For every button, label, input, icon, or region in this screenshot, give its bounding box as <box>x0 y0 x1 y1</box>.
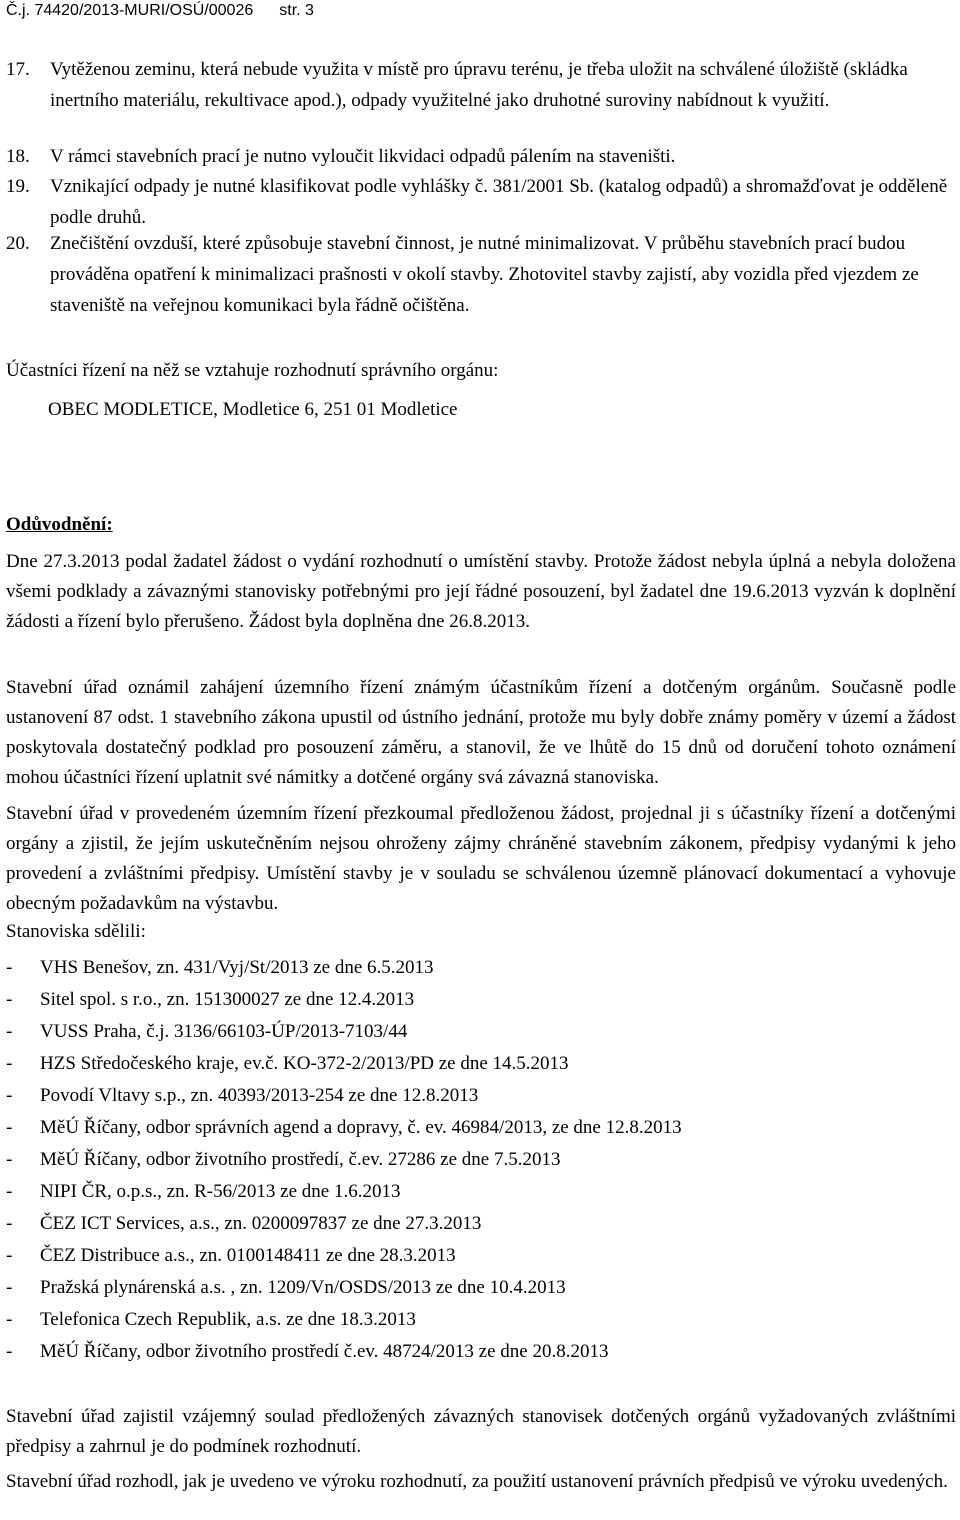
opinion-text: Pražská plynárenská a.s. , zn. 1209/Vn/OSDS/2013 ze dne 10.4.2013 <box>40 1277 566 1298</box>
list-dash: - <box>6 1181 13 1202</box>
condition-text: V rámci stavebních prací je nutno vyloučit likvidaci odpadů pálením na staveništi. <box>50 146 676 167</box>
list-item <box>6 1304 946 1336</box>
list-dash: - <box>6 1309 13 1330</box>
condition-text: Znečištění ovzduší, které způsobuje stavební činnost, je nutné minimalizovat. V průběhu stavebních prací budou prováděna opatření k minimalizaci prašnosti v okolí stavby. Zhotovitel stavby zajistí, aby vozidla před vjezdem ze staveniště na veřejnou komunikaci byla řádně očištěna. <box>50 233 919 316</box>
condition-20 <box>6 228 950 321</box>
opinion-text: VHS Benešov, zn. 431/Vyj/St/2013 ze dne 6.5.2013 <box>40 957 434 978</box>
list-dash: - <box>6 989 13 1010</box>
list-dash: - <box>6 1117 13 1138</box>
condition-text: Vznikající odpady je nutné klasifikovat podle vyhlášky č. 381/2001 Sb. (katalog odpadů) a shromažďovat je odděleně podle druhů. <box>50 176 948 228</box>
list-item <box>6 1016 946 1048</box>
opinion-text: Telefonica Czech Republik, a.s. ze dne 18.3.2013 <box>40 1309 416 1330</box>
reasoning-heading: Odůvodnění: <box>6 514 113 535</box>
opinion-text: MěÚ Říčany, odbor životního prostředí, č.ev. 27286 ze dne 7.5.2013 <box>40 1149 561 1170</box>
opinion-text: Sitel spol. s r.o., zn. 151300027 ze dne 12.4.2013 <box>40 989 415 1010</box>
list-item <box>6 1048 946 1080</box>
list-item <box>6 1208 946 1240</box>
condition-17 <box>6 54 950 116</box>
condition-19 <box>6 171 950 233</box>
reasoning-paragraph-1: Dne 27.3.2013 podal žadatel žádost o vydání rozhodnutí o umístění stavby. Protože žádost nebyla úplná a nebyla doložena všemi podklady a závaznými stanovisky potřebnými pro její řádné posouzení, byl žadatel dne 19.6.2013 vyzván k doplnění žádosti a řízení bylo přerušeno. Žádost byla doplněna dne 26.8.2013. <box>6 551 956 632</box>
list-dash: - <box>6 1341 13 1362</box>
list-item <box>6 952 946 984</box>
list-item <box>6 1112 946 1144</box>
closing-paragraph-2: Stavební úřad rozhodl, jak je uvedeno ve výroku rozhodnutí, za použití ustanovení právních předpisů ve výroku uvedených. <box>6 1471 948 1492</box>
list-dash: - <box>6 1021 13 1042</box>
condition-18 <box>6 141 950 172</box>
condition-number: 17. <box>6 59 30 80</box>
condition-text: Vytěženou zeminu, která nebude využita v místě pro úpravu terénu, je třeba uložit na schválené úložiště (skládka inertního materiálu, rekultivace apod.), odpady využitelné jako druhotné suroviny nabídnout k využití. <box>50 59 908 111</box>
list-dash: - <box>6 1053 13 1074</box>
list-dash: - <box>6 1149 13 1170</box>
reasoning-paragraph-3: Stavební úřad v provedeném územním řízení přezkoumal předloženou žádost, projednal ji s účastníky řízení a dotčenými orgány a zjistil, že jejím uskutečněním nejsou ohroženy zájmy chráněné stavebním zákonem, předpisy vydanými k jeho provedení a zvláštními předpisy. Umístění stavby je v souladu se schválenou územně plánovací dokumentací a vyhovuje obecným požadavkům na výstavbu. <box>6 803 956 914</box>
closing-paragraph-1: Stavební úřad zajistil vzájemný soulad předložených závazných stanovisek dotčených orgánů vyžadovaných zvláštními předpisy a zahrnul je do podmínek rozhodnutí. <box>6 1406 956 1457</box>
list-item <box>6 1176 946 1208</box>
list-item <box>6 1336 946 1368</box>
list-item <box>6 1144 946 1176</box>
participant-name: OBEC MODLETICE, Modletice 6, 251 01 Modletice <box>48 399 458 420</box>
opinion-text: ČEZ Distribuce a.s., zn. 0100148411 ze dne 28.3.2013 <box>40 1245 456 1266</box>
list-item <box>6 1240 946 1272</box>
list-item <box>6 1272 946 1304</box>
list-dash: - <box>6 1245 13 1266</box>
opinion-text: VUSS Praha, č.j. 3136/66103-ÚP/2013-7103/44 <box>40 1021 408 1042</box>
list-item <box>6 1080 946 1112</box>
reasoning-paragraph-2: Stavební úřad oznámil zahájení územního řízení známým účastníkům řízení a dotčeným orgánům. Současně podle ustanovení 87 odst. 1 stavebního zákona upustil od ústního jednání, protože mu byly dobře známy poměry v území a žádost poskytovala dostatečný podklad pro posouzení záměru, a stanovil, že ve lhůtě do 15 dnů od doručení tohoto oznámení mohou účastníci řízení uplatnit své námitky a dotčené orgány svá závazná stanoviska. <box>6 677 956 788</box>
list-dash: - <box>6 1213 13 1234</box>
condition-number: 18. <box>6 146 30 167</box>
participants-heading: Účastníci řízení na něž se vztahuje rozhodnutí správního orgánu: <box>6 360 499 381</box>
page-number: str. 3 <box>279 2 314 19</box>
opinion-text: NIPI ČR, o.p.s., zn. R-56/2013 ze dne 1.6.2013 <box>40 1181 401 1202</box>
opinions-list <box>6 952 946 1368</box>
page-header <box>6 2 946 20</box>
list-dash: - <box>6 1085 13 1106</box>
opinion-text: MěÚ Říčany, odbor správních agend a dopravy, č. ev. 46984/2013, ze dne 12.8.2013 <box>40 1117 682 1138</box>
opinion-text: MěÚ Říčany, odbor životního prostředí č.ev. 48724/2013 ze dne 20.8.2013 <box>40 1341 609 1362</box>
opinions-heading: Stanoviska sdělili: <box>6 921 146 942</box>
opinion-text: Povodí Vltavy s.p., zn. 40393/2013-254 ze dne 12.8.2013 <box>40 1085 479 1106</box>
reference-number: Č.j. 74420/2013-MURI/OSÚ/00026 <box>6 2 254 19</box>
opinion-text: HZS Středočeského kraje, ev.č. KO-372-2/2013/PD ze dne 14.5.2013 <box>40 1053 569 1074</box>
list-item <box>6 984 946 1016</box>
list-dash: - <box>6 1277 13 1298</box>
list-dash: - <box>6 957 13 978</box>
opinion-text: ČEZ ICT Services, a.s., zn. 0200097837 ze dne 27.3.2013 <box>40 1213 482 1234</box>
condition-number: 19. <box>6 176 30 197</box>
condition-number: 20. <box>6 233 30 254</box>
